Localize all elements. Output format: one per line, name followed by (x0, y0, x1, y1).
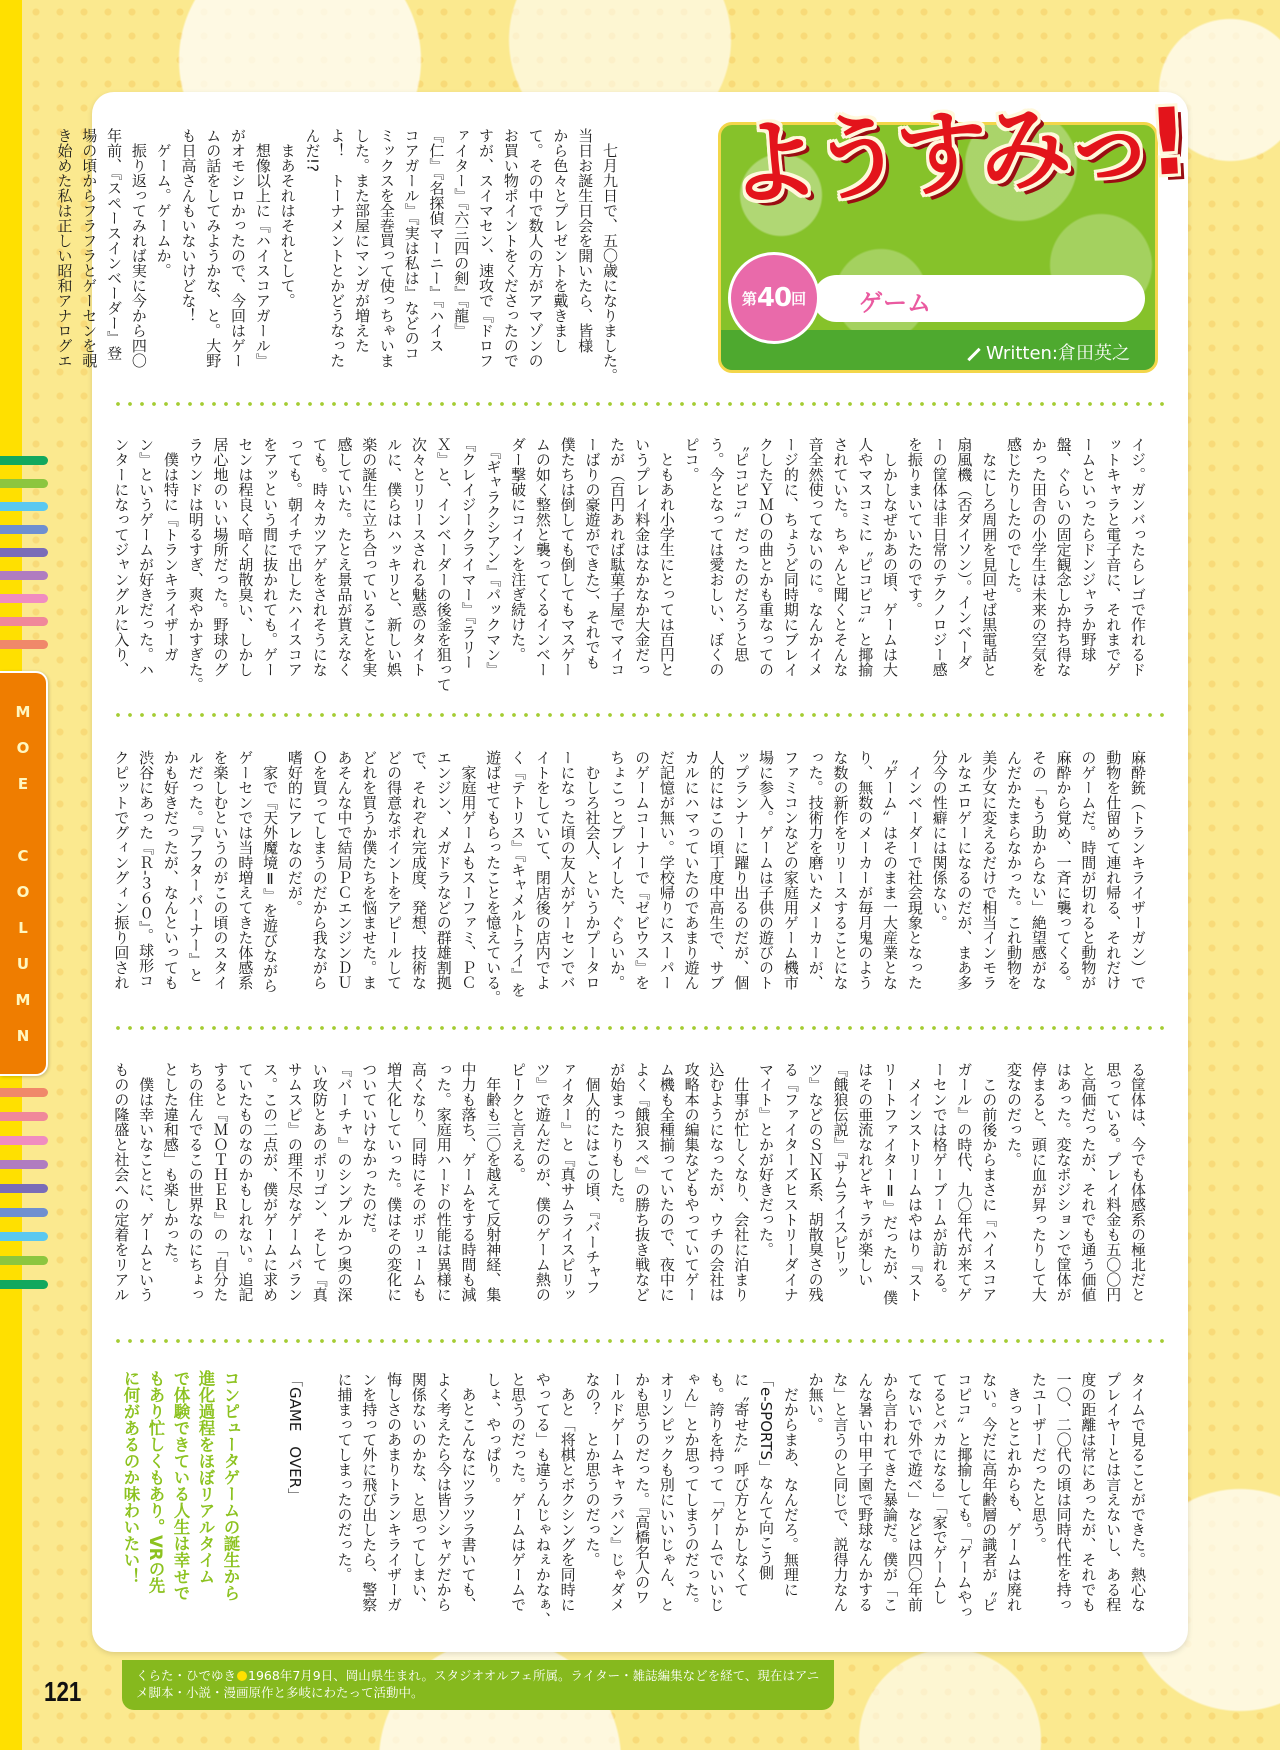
text-column: 渋谷にあった『Ｒ-３６０』。球形コ (137, 750, 156, 988)
color-stripe (0, 456, 48, 465)
text-column: 〝ピコピコ〟だったのだろうと思 (732, 437, 751, 662)
text-column: な」と言うのと同じで、説得力なん (831, 1372, 850, 1612)
text-column: ームといったらドンジャラか野球 (1079, 437, 1098, 662)
color-stripe (0, 594, 48, 603)
text-column: しかしなぜかあの頃、ゲームは大 (881, 437, 900, 677)
text-block (282, 1372, 1150, 1632)
text-column: だ記憶が無い。学校帰りにスーパー (657, 750, 676, 990)
text-column: オリンピックも別にいいじゃん、と (657, 1372, 676, 1612)
text-column: いうプレイ料金はなかなか大金だっ (633, 437, 652, 677)
text-column: んだ!? (303, 128, 322, 172)
text-column: ムの話をしてみようかな、と。大野 (204, 128, 223, 368)
text-column: ラウンドは明るすぎ、爽やかすぎた。 (186, 437, 205, 692)
text-column: 〝ゲーム〟はそのまま一大産業とな (881, 750, 900, 990)
text-column: ンを持って外に飛び出したら、警察 (360, 1372, 379, 1612)
color-stripe (0, 1160, 48, 1169)
text-column: ツ』で遊んだのが、僕のゲーム熱の (533, 1062, 552, 1302)
text-column: 増大化していった。僕はその変化に (385, 1062, 404, 1302)
text-column: て。その中で数人の方がアマゾンの (526, 128, 545, 368)
text-column: 関係ないのかな、と思ってしまい、 (409, 1372, 428, 1612)
text-column: がオモシロかったので、今回はゲー (229, 128, 248, 368)
text-column: 「e-SPORTS」なんて向こう側 (757, 1372, 776, 1581)
dotted-divider (112, 1339, 1172, 1343)
comment-line: もあり忙しくもあり。VRの先 (146, 1370, 165, 1594)
text-column: んな暑い中甲子園で野球なんかする (856, 1372, 875, 1612)
color-stripe (0, 525, 48, 534)
text-column: ァイター』『六三四の剣』『龍』 (452, 128, 471, 338)
text-column: ージ的に、ちょうど同時期にブレイ (781, 437, 800, 677)
text-column: に〝寄せた〟呼び方とかしなくて (732, 1372, 751, 1597)
color-stripe (0, 571, 48, 580)
color-stripe (0, 1136, 48, 1145)
text-column: タイムで見ることができた。熱心な (1129, 1372, 1147, 1612)
text-column: すが、スイマセン、速攻で『ドロフ (477, 128, 496, 368)
text-column: センは程良く暗く胡散臭い、しかし (236, 437, 255, 677)
text-column: 仕事が忙しくなり、会社に泊まり (732, 1062, 751, 1302)
text-column: はその亜流なれどキャラが楽しい (856, 1062, 875, 1287)
text-column: 一〇、二〇代の頃は同時代性を持っ (1054, 1372, 1073, 1612)
text-column: コアガール』『実は私は』などのコ (402, 128, 421, 361)
byline-text: Written:倉田英之 (985, 343, 1130, 364)
text-column: 分今の性癖には関係ない。 (930, 750, 949, 930)
comment-line: 進化過程をほぼリアルタイム (196, 1370, 215, 1585)
text-column: お買い物ポイントをくださったので (501, 128, 520, 368)
text-column: ルなエロゲーになるのだが、まあ多 (955, 750, 974, 990)
text-column: 遊ばせてもらったことを憶えている。 (484, 750, 503, 1005)
text-column: も。誇りを持って「ゲームでいいじ (707, 1372, 726, 1612)
text-column: 『餓狼伝説』『サムライスピリッ (831, 1062, 850, 1280)
text-column: ガール』の時代、九〇年代が来てゲ (955, 1062, 974, 1302)
text-column: ンターになってジャングルに入り、 (112, 437, 131, 677)
text-column: ァイター』と『真サムライスピリッ (558, 1062, 577, 1302)
text-column: どれを買うか僕たちを悩ませた。ま (360, 750, 379, 990)
text-column: ールドゲームキャラバン』じゃダメ (608, 1372, 627, 1612)
text-column: ともあれ小学生にとっては百円と (657, 437, 676, 677)
text-column: な数の新作をリリースすることにな (831, 750, 850, 990)
text-column: 停まると、頭に血が昇ったりして大 (1029, 1062, 1048, 1302)
text-column: メインストリームはやはり『スト (905, 1062, 924, 1302)
issue-suffix: 回 (791, 289, 807, 308)
text-column (307, 1372, 332, 1632)
text-column: なにしろ周囲を見回せば黒電話と (980, 437, 999, 677)
text-column: 当日お誕生日会を開いたら、皆様 (576, 128, 595, 353)
text-column: ルだった。『アフターバーナー』と (186, 750, 205, 983)
color-stripe (0, 1208, 48, 1217)
text-block (109, 750, 1150, 1010)
text-column: サムスピ』の理不尽なゲームバラン (285, 1062, 304, 1302)
text-column: きっとこれからも、ゲームは廃れ (1005, 1372, 1024, 1612)
text-column: イトをしていて、閉店後の店内でよ (533, 750, 552, 990)
text-column: ちの住んでるこの世界なのにちょっ (186, 1062, 205, 1302)
text-column: ーの筐体は非日常のテクノロジー感 (930, 437, 949, 677)
text-column: 七月九日で、五〇歳になりました。 (601, 128, 619, 383)
text-column: した。また部屋にマンガが増えた (353, 128, 372, 353)
text-column: 中力も落ち、ゲームをする時間も減 (459, 1062, 478, 1302)
text-column: り、無数のメーカーが毎月鬼のよう (856, 750, 875, 990)
text-column: リートファイターⅡ』だったが、僕 (881, 1062, 900, 1305)
pencil-icon (967, 347, 980, 360)
text-column: ゃん」とか思ってしまうのだった。 (682, 1372, 701, 1612)
text-column: たユーザーだったと思う。 (1029, 1372, 1048, 1552)
issue-number: 40 (756, 283, 792, 313)
text-column: よく考えたら今は皆ソシャゲだから (434, 1372, 453, 1612)
text-column: プレイヤーとは言えないし、ある程 (1104, 1372, 1123, 1612)
comment-line: に何があるのか味わいたい！ (121, 1370, 140, 1585)
text-column: 『クレイジークライマー』『ラリー (459, 437, 478, 670)
text-column: まあそれはそれとして。 (278, 128, 297, 308)
text-column: 『仁』『名探偵マーニー』『ハイス (427, 128, 446, 353)
color-stripe (0, 1256, 48, 1265)
text-column: っても。朝イチで出したハイスコア (285, 437, 304, 677)
text-column: ても。時々カツアゲをされそうにな (310, 437, 329, 677)
text-column: き始めた私は正しい昭和アナログエ (55, 128, 74, 368)
text-column: 嗜好的にアレなのだが。 (285, 750, 304, 915)
text-column: んだかたまらなかった。これ動物を (1005, 750, 1024, 990)
text-column: ーセンでは格ゲーブームが訪れる。 (930, 1062, 949, 1302)
text-column: に捕まってしまったのだった。 (335, 1372, 354, 1582)
text-column: のゲームだ。時間が切れると動物が (1079, 750, 1098, 990)
text-column: 美少女に変えるだけで相当インモラ (980, 750, 999, 990)
color-stripe (0, 548, 48, 557)
text-column: あそんな中で結局ＰＣエンジンＤＵ (335, 750, 354, 990)
text-column: 居心地のいい場所だった。野球のグ (211, 437, 230, 677)
text-column: ピークと言える。 (509, 1062, 528, 1182)
author-comment (118, 1370, 243, 1640)
text-column: ン』というゲームが好きだった。ハ (137, 437, 156, 677)
column-title: ようすみっ! (725, 88, 1184, 219)
text-column: か無い。 (806, 1372, 825, 1432)
color-stripe (0, 1184, 48, 1193)
text-column: ムの如く整然と襲ってくるインベー (533, 437, 552, 677)
text-column: ついていけなかったのだ。 (360, 1062, 379, 1242)
text-column: った。家庭用ハードの性能は異様に (434, 1062, 453, 1302)
text-column: ーになった頃の友人がゲーセンでバ (558, 750, 577, 990)
bullet-dot-icon (237, 1671, 247, 1681)
text-column: ーばりの豪遊ができた）、それでも (583, 437, 602, 670)
color-stripe (0, 617, 48, 626)
text-column: 扇風機（否ダイソン）。インベーダ (955, 437, 974, 670)
page-number: 121 (44, 1676, 82, 1707)
text-column: 変なのだった。 (1005, 1062, 1024, 1167)
text-column: マイト』とかが好きだった。 (757, 1062, 776, 1257)
text-column: と高価だったが、それでも通う価値 (1079, 1062, 1098, 1302)
text-block (52, 128, 622, 388)
text-column: った。技術力を磨いたメーカーが、 (806, 750, 825, 990)
text-column: イジ。ガンバったらレゴで作れるド (1129, 437, 1147, 677)
text-column: 年前、『スペースインベーダー』登 (105, 128, 124, 361)
text-column: く『テトリス』『キャメルトライ』を (509, 750, 528, 998)
text-column: 僕は特に『トランキライザーガ (161, 437, 180, 662)
text-column: 場に参入。ゲームは子供の遊びのト (757, 750, 776, 990)
text-column: で、それぞれ完成度、発想、技術な (409, 750, 428, 990)
text-column: 麻酔銃（トランキライザーガン）で (1129, 750, 1147, 990)
text-column: 人やマスコミに〝ピコピコ〟と揶揄 (856, 437, 875, 677)
text-column: 込むようになったが、ウチの会社は (707, 1062, 726, 1302)
text-column: たが（百円あれば駄菓子屋でマイコ (608, 437, 627, 677)
text-column: のゲームコーナーで『ゼビウス』を (633, 750, 652, 990)
text-column: どの得意なポイントをアピールして (385, 750, 404, 990)
text-column: あと「将棋とボクシングを同時に (558, 1372, 577, 1612)
text-column: ス。この二点が、僕がゲームに求め (261, 1062, 280, 1302)
text-column: 振り返ってみれば実に今から四〇 (129, 128, 148, 368)
text-column: ツ』などのＳＮＫ系、胡散臭さの残 (806, 1062, 825, 1302)
text-column: ップランナーに躍り出るのだが、個 (732, 750, 751, 990)
text-column: だからまあ、なんだろ。無理に (781, 1372, 800, 1597)
author-profile (122, 1660, 834, 1710)
dotted-divider (112, 713, 1172, 717)
text-column: ゲーム。ゲームか。 (154, 128, 173, 278)
text-block (109, 1062, 1150, 1322)
text-column: い攻防とあのポリゴン、そして『真 (310, 1062, 329, 1302)
text-column: かも好きだったが、なんといっても (161, 750, 180, 990)
text-column: ちょこっとプレイした、ぐらいか。 (608, 750, 627, 990)
color-stripe (0, 479, 48, 488)
text-column: 麻酔から覚め、一斉に襲ってくる。 (1054, 750, 1073, 990)
text-column: かも思うのだった。『高橋名人のワ (633, 1372, 652, 1605)
dotted-divider (112, 1026, 1172, 1030)
author-bio: 1968年7月9日、岡山県生まれ。スタジオオルフェ所属。ライター・雑誌編集などを経て、現在はアニメ脚本・小説・漫画原作と多岐にわたって活動中。 (136, 1668, 820, 1700)
text-column: を楽しむというのがこの頃のスタイ (211, 750, 230, 990)
text-column: 『バーチャ』のシンプルかつ奥の深 (335, 1062, 354, 1302)
text-column: ものの隆盛と社会への定着をリアル (112, 1062, 131, 1302)
color-stripe (0, 1280, 48, 1289)
color-stripe (0, 1112, 48, 1121)
text-column: ていたものなのかもしれない。追記 (236, 1062, 255, 1302)
author-name: くらた・ひでゆき (136, 1668, 237, 1683)
text-column: あとこんなにツラツラ書いても、 (459, 1372, 478, 1612)
text-column: 家で『天外魔境Ⅱ』を遊びながら (261, 750, 280, 993)
dotted-divider (112, 402, 1172, 406)
text-column: 想像以上に『ハイスコアガール』 (253, 128, 272, 368)
text-column: 次々とリリースされる魅惑のタイト (409, 437, 428, 677)
text-column: よ！ トーナメントとかどうなった (328, 128, 347, 368)
text-column: も日高さんもいないけどな！ (179, 128, 198, 323)
text-column: 『ギャラクシアン』『パックマン』 (484, 437, 503, 677)
text-column: う。今となっては愛おしい、ぼくの (707, 437, 726, 677)
text-column: とした違和感」も楽しかった。 (161, 1062, 180, 1272)
text-column: 盤、ぐらいの固定観念しか持ち得な (1054, 437, 1073, 677)
moe-column-label: MOE COLUMN (14, 703, 32, 1063)
text-column: エンジン、メガドラなどの群雄割拠 (434, 750, 453, 990)
text-column: 高くなり、同時にそのボリュームも (409, 1062, 428, 1302)
text-column: 年齢も三〇を越えて反射神経、集 (484, 1062, 503, 1302)
text-column: と思うのだった。ゲームはゲームで (509, 1372, 528, 1612)
text-column: なの？ とか思うのだった。 (583, 1372, 602, 1567)
text-column: Ｏを買ってしまうのだから我ながら (310, 750, 329, 990)
topic-pill (813, 275, 1145, 322)
text-column: 人的にはこの頃丁度中高生で、サブ (707, 750, 726, 990)
text-column: 場の頃からフラフラとゲーセンを覗 (80, 128, 99, 368)
text-column: 個人的にはこの頃、『バーチャフ (583, 1062, 602, 1295)
text-column: が始まったりもした。 (608, 1062, 627, 1212)
moe-column-tab (0, 671, 48, 1076)
text-column: かった田舎の小学生は未来の空気を (1029, 437, 1048, 677)
text-column: から言われてきた暴論だ。僕が「こ (881, 1372, 900, 1612)
text-column: 僕たちは倒しても倒してもマスゲー (558, 437, 577, 677)
text-column: 度の距離は常にあったが、それでも (1079, 1372, 1098, 1612)
text-column: てないで外で遊べ」などは四〇年前 (905, 1372, 924, 1612)
text-column: 楽の誕生に立ち合っていることを実 (360, 437, 379, 677)
color-stripe (0, 1088, 48, 1097)
text-column: カルにハマっていたのであまり遊ん (682, 750, 701, 990)
text-column: ミックスを全巻買って使っちゃいま (377, 128, 396, 368)
topic-label: ゲーム (859, 289, 931, 317)
text-column: から色々とプレゼントを戴きまし (551, 128, 570, 353)
text-column: 動物を仕留めて連れ帰る、それだけ (1104, 750, 1123, 990)
text-column: 思っている。プレイ料金も五〇〇円 (1104, 1062, 1123, 1302)
text-column: されていた。ちゃんと聞くとそんな (831, 437, 850, 677)
text-column: 僕は幸いなことに、ゲームという (137, 1062, 156, 1302)
text-column: る筐体は、今でも体感系の極北だと (1129, 1062, 1147, 1302)
text-column: ダー撃破にコインを注ぎ続けた。 (509, 437, 528, 662)
text-column: 感じたりしたのでした。 (1005, 437, 1024, 602)
issue-badge (728, 252, 820, 344)
byline (966, 343, 1130, 365)
comment-line: で体験できている人生は幸せで (171, 1370, 190, 1601)
text-column: むしろ社会人、というかプータロ (583, 750, 602, 990)
text-column: Ｘ』と、インベーダーの後釜を狙って (434, 437, 453, 692)
text-column: ゲーセンでは当時増えてきた体感系 (236, 750, 255, 990)
text-column: 家庭用ゲームもスーファミ、ＰＣ (459, 750, 478, 990)
issue-prefix: 第 (741, 289, 757, 308)
text-column: よく『餓狼スペ』の勝ち抜き戦など (633, 1062, 652, 1302)
text-column: ットキャラと電子音に、それまでゲ (1104, 437, 1123, 677)
text-column: 攻略本の編集などもやっていてゲー (682, 1062, 701, 1302)
text-column: 感していた。たとえ景品が貰えなく (335, 437, 354, 677)
text-column: この前後からまさに『ハイスコア (980, 1062, 999, 1302)
comment-line: コンピュータゲームの誕生から (221, 1370, 240, 1601)
text-column: しょ、やっぱり。 (484, 1372, 503, 1492)
text-column: をアッという間に抜かれても。ゲー (261, 437, 280, 677)
text-column: その「もう助からない」絶望感がな (1029, 750, 1048, 990)
text-column: ルに、僕らはハッキリと、新しい娯 (385, 437, 404, 677)
text-column: る『ファイターズヒストリーダイナ (781, 1062, 800, 1302)
color-stripe (0, 502, 48, 511)
text-column: クピットでグィングィン振り回され (112, 750, 131, 990)
text-column: てるとバカになる」「家でゲームし (930, 1372, 949, 1605)
text-column: ファミコンなどの家庭用ゲーム機市 (781, 750, 800, 990)
text-column: インベーダーで社会現象となった (905, 750, 924, 990)
text-column: すると『ＭＯＴＨＥＲ』の「自分た (211, 1062, 230, 1302)
color-stripe (0, 640, 48, 649)
text-column: 音全然使ってないのに。なんかイメ (806, 437, 825, 677)
text-block (109, 437, 1150, 697)
text-column: やってる」も違うんじゃねぇかなぁ、 (533, 1372, 552, 1627)
text-column: クしたＹＭＯの曲とかも重なっての (757, 437, 776, 677)
text-column: 悔しさのあまりトランキライザーガ (385, 1372, 404, 1612)
text-column: を振りまいていたのです。 (905, 437, 924, 617)
color-stripe (0, 1232, 48, 1241)
text-column: はあった。変なポジションで筐体が (1054, 1062, 1073, 1302)
text-column: ない。今だに高年齢層の識者が〝ピ (980, 1372, 999, 1612)
text-column: コピコ〟と揶揄しても。「ゲームやっ (955, 1372, 974, 1620)
text-column: ピコ。 (682, 437, 701, 482)
text-column: ム機も全種揃っていたので、夜中に (657, 1062, 676, 1302)
text-column: 「GAME OVER」 (285, 1372, 304, 1504)
